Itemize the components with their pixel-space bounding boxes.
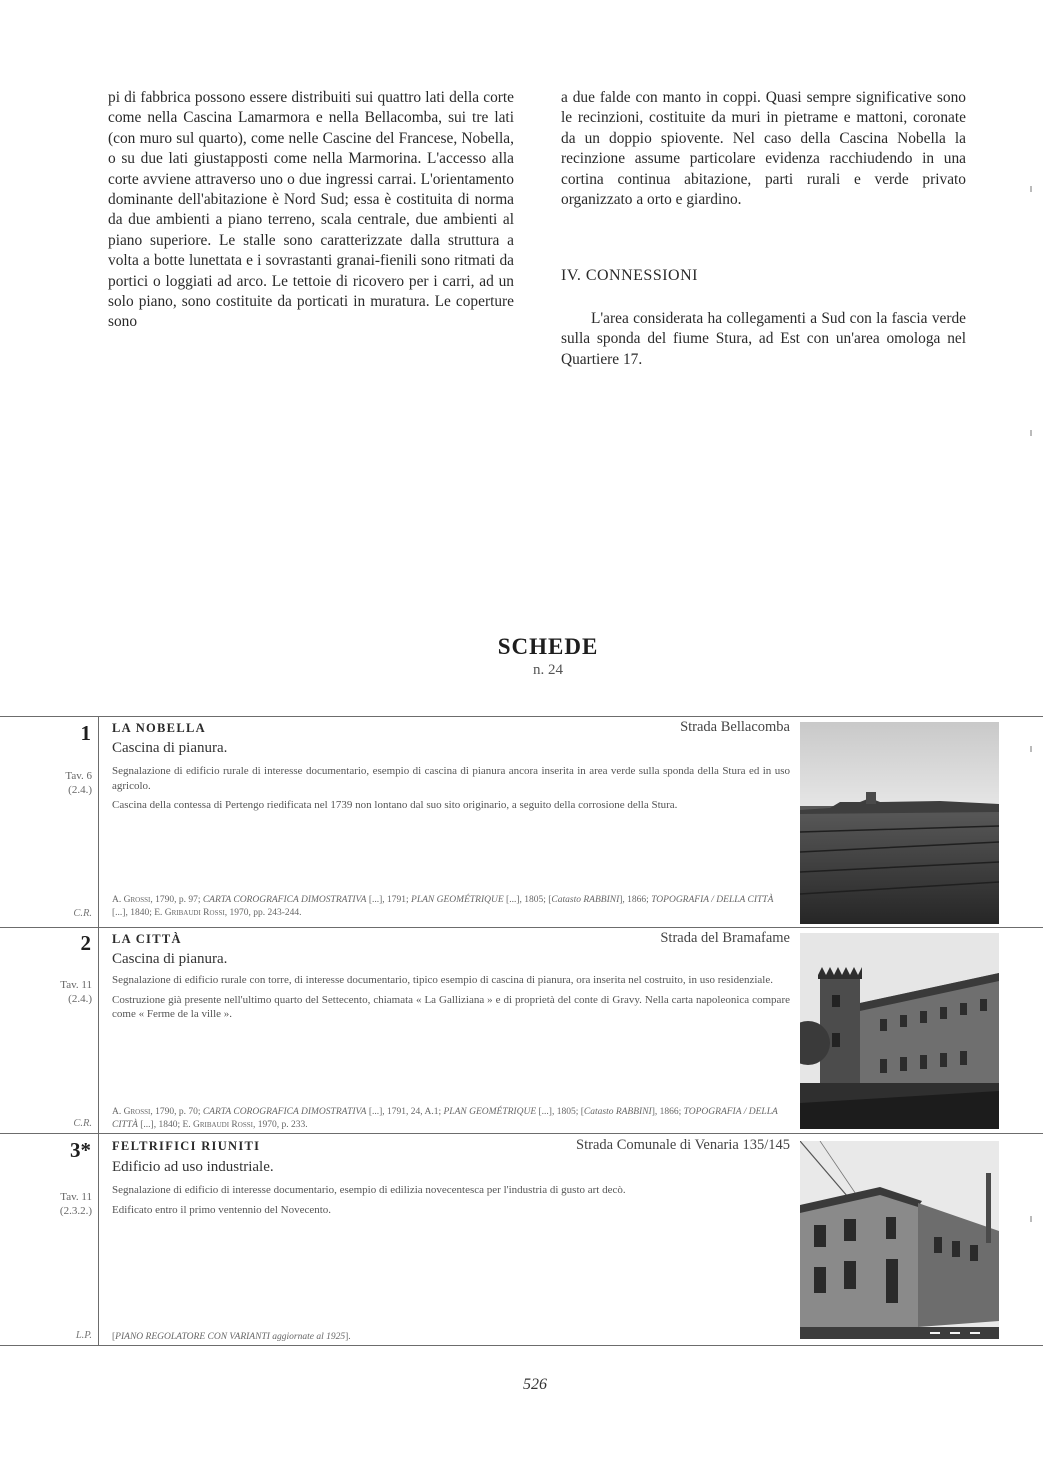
scheda-entry-3: [0, 1133, 1043, 1345]
entry-type: Cascina di pianura.: [112, 740, 228, 756]
entry-photo: [800, 722, 999, 924]
entry-description: Segnalazione di edificio rurale di interesse documentario, esempio di cascina di pianura ancora inserita in area verde sulla sponda della Stura ed in uso agricolo. Cascina della contessa di Pertengo riedificata nel 1739 non lontano dal suo sito originario, a seguito della corrosione della Stura.: [112, 765, 790, 811]
entry-street: Strada Bellacomba: [680, 719, 790, 735]
connessioni-paragraph: L'area considerata ha collegamenti a Sud con la fascia verde sulla sponda del fiume Stura, ad Est con un'area omologa nel Quartiere 17.: [561, 309, 966, 368]
table-rule-bottom: [0, 1345, 1043, 1346]
body-paragraph: a due falde con manto in coppi. Quasi sempre significative sono le recinzioni, costituite da muri in pietrame e mattoni, coronate da un doppio spiovente. Nel caso della Cascina Nobella la recinzione assume particolare evidenza racchiudendo in una cortina continua abitazione, parti rurali e verde privato organizzato a orto e giardino.: [561, 89, 966, 209]
entry-number: 3*: [70, 1138, 91, 1162]
entry-street: Strada del Bramafame: [660, 930, 790, 946]
tav-reference: Tav. 11 (2.3.2.): [59, 1191, 92, 1217]
entry-bibliography: A. Grossi, 1790, p. 70; CARTA COROGRAFICA DIMOSTRATIVA [...], 1791, 24, A.1; PLAN GEOMÉTRIQUE [...], 1805; [Catasto RABBINI], 1866; TOPOGRAFIA / DELLA CITTÀ [...], 1840; E. Gribaudi Rossi, 1970, p. 233.: [112, 1107, 778, 1130]
entry-title: FELTRIFICI RIUNITI: [112, 1139, 261, 1153]
body-column-right: [561, 88, 966, 370]
margin-mark: [1030, 1216, 1032, 1222]
entry-bibliography: [PIANO REGOLATORE CON VARIANTI aggiornate al 1925].: [112, 1332, 351, 1342]
entry-title: LA CITTÀ: [112, 932, 182, 946]
margin-mark: [1030, 186, 1032, 192]
margin-mark: [1030, 430, 1032, 436]
entry-photo: [800, 1141, 999, 1339]
entry-description: Segnalazione di edificio rurale con torre, di interesse documentario, tipico esempio di cascina di pianura, ora inserita nel costruito, in uso residenziale. Costruzione già presente nell'ultimo quarto del Settecento, chiamata « La Galliziana » e di proprietà del conte di Gravy. Nella carta napoleonica compare come « Ferme de la ville ».: [112, 974, 790, 1020]
entry-author: C.R.: [73, 908, 92, 919]
entry-type: Cascina di pianura.: [112, 951, 228, 967]
schede-subtitle: n. 24: [533, 662, 563, 678]
entry-number: 2: [80, 931, 91, 955]
entry-type: Edificio ad uso industriale.: [112, 1159, 274, 1175]
entry-author: C.R.: [73, 1118, 92, 1129]
scheda-entry-2: [0, 927, 1043, 1133]
margin-mark: [1030, 746, 1032, 752]
body-column-left: [108, 88, 514, 333]
entry-bibliography: A. Grossi, 1790, p. 97; CARTA COROGRAFICA DIMOSTRATIVA [...], 1791; PLAN GEOMÉTRIQUE [...], 1805; [Catasto RABBINI], 1866; TOPOGRAFIA / DELLA CITTÀ [...], 1840; E. Gribaudi Rossi, 1970, pp. 243-244.: [112, 895, 774, 918]
industrial-building-photo: [800, 1141, 999, 1339]
section-heading: IV. CONNESSIONI: [561, 267, 698, 285]
tav-reference: Tav. 11 (2.4.): [60, 979, 92, 1005]
entry-author: L.P.: [75, 1330, 92, 1341]
schede-title: SCHEDE: [497, 634, 599, 659]
cascina-tower-photo: [800, 933, 999, 1129]
entry-number: 1: [80, 721, 91, 745]
tav-reference: Tav. 6 (2.4.): [65, 770, 92, 796]
entry-title: LA NOBELLA: [112, 721, 206, 735]
page-number: 526: [523, 1376, 547, 1393]
entry-photo: [800, 933, 999, 1129]
body-paragraph: pi di fabbrica possono essere distribuiti sui quattro lati della corte come nella Cascina Lamarmora e nella Bellacomba, sui tre lati (con muro sul quarto), come nelle Cascine del Francese, Nobella, o su due lati giustapposti come nella Marmorina. L'accesso alla corte avviene attraverso uno o due ingressi carrai. L'orientamento dominante dell'abitazione è Nord Sud; essa è costituita di norma da due ambienti a piano terreno, scala centrale, due ambienti al piano superiore. Le stalle sono caratterizzate dalla struttura a volta a botte lunettata e i sovrastanti granai-fienili sono ritmati da portici o loggiati ad arco. Le tettoie di ricovero per i carri, ad un solo piano, sono costituite da porticati in muratura. Le coperture sono: [108, 89, 514, 331]
scheda-entry-1: [0, 716, 1043, 927]
cascina-field-photo: [800, 722, 999, 924]
entry-description: Segnalazione di edificio di interesse documentario, esempio di edilizia novecentesca per l'industria di gusto art decò. Edificato entro il primo ventennio del Novecento.: [112, 1184, 626, 1216]
entry-street: Strada Comunale di Venaria 135/145: [576, 1137, 790, 1153]
